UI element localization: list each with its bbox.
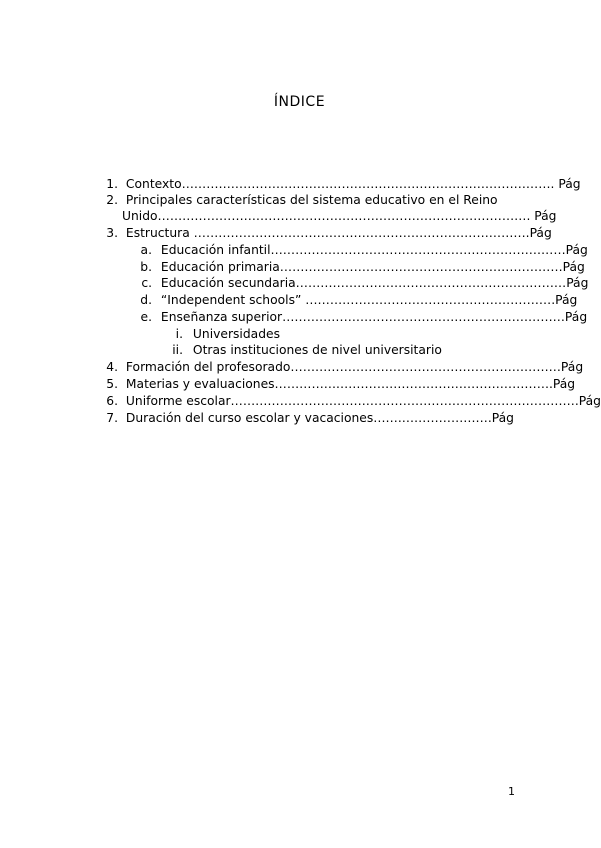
toc-number: a. [140, 243, 152, 257]
toc-number: e. [140, 310, 152, 324]
toc-number: i. [175, 327, 183, 341]
toc-entry-3a [140, 242, 588, 258]
toc-entry-5 [106, 376, 576, 392]
toc-entry-2 [106, 192, 518, 208]
toc-number: 4. [106, 360, 118, 374]
toc-number: 2. [106, 193, 118, 207]
toc-text: Materias y evaluaciones…………….…………………………………………….Pág [125, 377, 576, 391]
toc-number: 5. [106, 377, 118, 391]
toc-entry-3c [140, 275, 589, 291]
toc-entry-3e-i [165, 326, 425, 342]
page-number: 1 [508, 785, 515, 798]
toc-entry-6 [106, 393, 601, 409]
page-title: ÍNDICE [273, 94, 326, 110]
toc-text: Estructura ……………………………………………………………………….Pág [125, 226, 552, 240]
toc-text: Otras instituciones de nivel universitario [192, 343, 442, 357]
toc-entry-7 [106, 410, 514, 426]
toc-entry-3d [140, 292, 578, 308]
toc-entry-1 [106, 176, 581, 192]
toc-number: 6. [106, 394, 118, 408]
toc-text: Contexto………………………………………………………………………………. Pág [125, 177, 581, 191]
toc-text: Educación infantil………………………………………………………………Pág [160, 243, 588, 257]
toc-entry-2-continued [122, 208, 557, 224]
toc-entry-3 [106, 225, 552, 241]
toc-entry-3b [140, 259, 585, 275]
toc-number: c. [141, 276, 152, 290]
toc-text: Educación primaria……………………………………………………………Pág [160, 260, 585, 274]
toc-number: 1. [106, 177, 118, 191]
toc-number: d. [140, 293, 152, 307]
toc-text: Educación secundaria…………………………………………………………Pág [160, 276, 589, 290]
toc-number: 3. [106, 226, 118, 240]
toc-number: 7. [106, 411, 118, 425]
toc-entry-3e-ii [165, 342, 465, 358]
toc-number: ii. [172, 343, 183, 357]
toc-text: Uniforme escolar………………………………………………………………………….Pág [125, 394, 601, 408]
toc-text: Principales características del sistema educativo en el Reino [125, 193, 498, 207]
toc-text: “Independent schools” …………………………………………………….Pág [160, 293, 578, 307]
toc-entry-3e [140, 309, 588, 325]
toc-text: Formación del profesorado…………………………………………………………Pág [125, 360, 584, 374]
toc-text: Universidades [192, 327, 280, 341]
toc-text: Enseñanza superior……………………………………………………………Pág [160, 310, 588, 324]
toc-text: Unido………………………………………………………………………………. Pág [122, 209, 557, 223]
toc-text: Duración del curso escolar y vacaciones…….………………….Pág [125, 411, 514, 425]
toc-entry-4 [106, 359, 584, 375]
toc-number: b. [140, 260, 152, 274]
